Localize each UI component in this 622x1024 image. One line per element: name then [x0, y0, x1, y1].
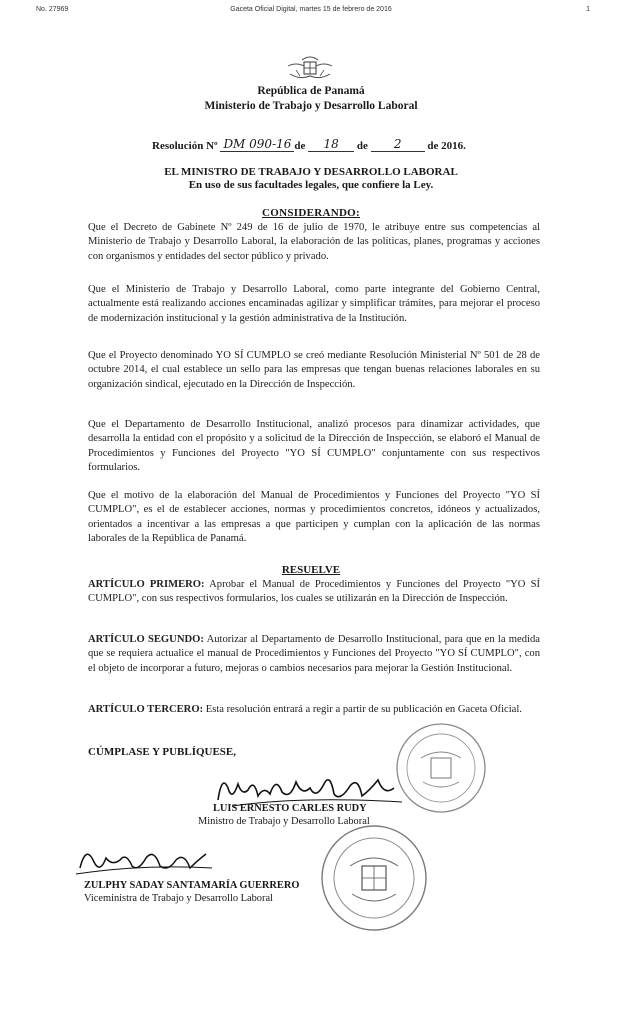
considerando-paragraph-4: Que el Departamento de Desarrollo Institucional, analizó procesos para dinamizar actividades, que desarrolla la entidad con el propósito y a solicitud de la Dirección de Inspección, se elaboró el Manual de Procedimientos y Funciones del Proyecto "YO SÍ CUMPLO" conjuntamente con sus respectivos formularios. — [88, 419, 540, 474]
republic-seal-icon — [318, 822, 430, 934]
coat-of-arms-icon — [282, 56, 338, 82]
resolution-prefix: Resolución Nº — [152, 140, 218, 152]
resolution-de-2: de — [356, 140, 368, 152]
signature-viceminister-icon — [72, 838, 222, 884]
article-1-text: Aprobar el Manual de Procedimientos y Funciones del Proyecto "YO SÍ CUMPLO", con sus respectivos formularios, los cuales se utilizarán en la Dirección de Inspección. — [88, 579, 540, 605]
resolution-number-handwritten: DM 090-16 — [220, 137, 294, 152]
considerando-heading: CONSIDERANDO: — [261, 207, 361, 219]
resuelve-heading: RESUELVE — [281, 564, 341, 576]
minister-heading: EL MINISTRO DE TRABAJO Y DESARROLLO LABORAL — [164, 166, 458, 178]
resolution-month-handwritten: 2 — [371, 137, 425, 152]
considerando-paragraph-5: Que el motivo de la elaboración del Manual de Procedimientos y Funciones del Proyecto "YO SÍ CUMPLO", es el de establecer acciones, normas y procedimientos concretos, idóneos y actualizados, orientados a incentivar a las empresas a que participen y cumplan con la aplicación de las normas laborales de la República de Panamá. — [88, 490, 540, 545]
minister-authority: En uso de sus facultades legales, que confiere la Ley. — [188, 179, 434, 191]
article-3-title: ARTÍCULO TERCERO: — [88, 704, 204, 715]
article-2 — [88, 633, 540, 676]
ministry-title: Ministerio de Trabajo y Desarrollo Laboral — [204, 100, 418, 112]
article-1-title: ARTÍCULO PRIMERO: — [88, 579, 205, 590]
considerando-paragraph-1: Que el Decreto de Gabinete Nº 249 de 16 de julio de 1970, le atribuye entre sus competencias al Ministerio de Trabajo y Desarrollo Laboral, la elaboración de las políticas, planes, programas y acciones con organismos y entidades del sector público y privado. — [88, 222, 540, 262]
gazette-header: Gaceta Oficial Digital, martes 15 de febrero de 2016 — [230, 6, 392, 13]
article-1 — [88, 578, 540, 607]
ministry-seal-icon — [393, 720, 489, 816]
signatory-1-name: LUIS ERNESTO CARLES RUDY — [213, 803, 367, 814]
signatory-2-name: ZULPHY SADAY SANTAMARÍA GUERRERO — [84, 880, 300, 891]
considerando-paragraph-2: Que el Ministerio de Trabajo y Desarrollo Laboral, como parte integrante del Gobierno Central, actualmente está realizando acciones encaminadas agilizar y simplificar trámites, para mejorar el proceso de modernización institucional y la gestión administrativa de la Institución. — [88, 284, 540, 324]
resolution-de-1: de — [294, 140, 306, 152]
resolution-year: de 2016. — [427, 140, 466, 152]
closing-formula: CÚMPLASE Y PUBLÍQUESE, — [88, 746, 237, 758]
page-number-left: No. 27969 — [36, 6, 69, 13]
republic-title: República de Panamá — [257, 85, 365, 97]
signatory-2-role: Viceministra de Trabajo y Desarrollo Laboral — [84, 893, 273, 904]
considerando-paragraph-3: Que el Proyecto denominado YO SÍ CUMPLO se creó mediante Resolución Ministerial Nº 501 de 28 de octubre 2014, el cual establece un sello para las empresas que tengan buenas relaciones laborales en su organización sindical, ejecutado en la Dirección de Inspección. — [88, 350, 540, 390]
signatory-1-role: Ministro de Trabajo y Desarrollo Laboral — [198, 816, 370, 827]
article-2-title: ARTÍCULO SEGUNDO: — [88, 634, 204, 645]
article-3 — [88, 703, 540, 717]
resolution-line — [152, 137, 466, 152]
resolution-day-handwritten: 18 — [308, 137, 354, 152]
page-number-right: 1 — [586, 6, 590, 13]
article-3-text: Esta resolución entrará a regir a partir de su publicación en Gaceta Oficial. — [205, 704, 522, 715]
article-2-text: Autorizar al Departamento de Desarrollo Institucional, para que en la medida que se requiera actualice el manual de Procedimientos y Funciones del Proyecto "YO SÍ CUMPLO", con el objeto de incorporar a futuro, mejoras o cambios necesarios para mejorar la Gestión Institucional. — [88, 634, 540, 674]
